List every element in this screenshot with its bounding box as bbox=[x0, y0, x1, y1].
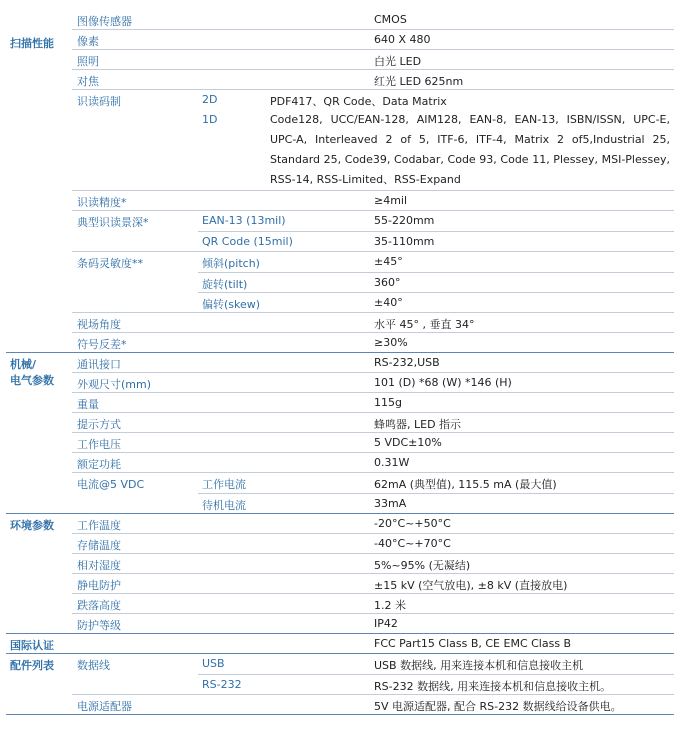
sub-current-1: 工作电流 bbox=[202, 478, 246, 491]
attr-pixel: 像素 bbox=[77, 35, 99, 48]
subrow-depth-2 bbox=[198, 231, 674, 251]
row-light bbox=[72, 50, 674, 70]
val-sensor: CMOS bbox=[374, 13, 407, 26]
val-sensitivity-3: ±40° bbox=[374, 296, 403, 309]
subrow-sensitivity-2 bbox=[198, 272, 674, 292]
attr-cable: 数据线 bbox=[77, 659, 110, 672]
group-mech bbox=[6, 353, 674, 514]
attr-sensitivity: 条码灵敏度** bbox=[77, 257, 143, 270]
row-focus bbox=[72, 70, 674, 90]
sub-depth-1: EAN-13 (13mil) bbox=[202, 214, 286, 227]
val-notify: 蜂鸣器, LED 指示 bbox=[374, 418, 462, 431]
sub-cable-2: RS-232 bbox=[202, 678, 242, 691]
val-2d: PDF417、QR Code、Data Matrix bbox=[270, 95, 447, 108]
attr-interface: 通讯接口 bbox=[77, 358, 121, 371]
val-ip: IP42 bbox=[374, 617, 398, 630]
attr-sttemp: 存储温度 bbox=[77, 539, 121, 552]
val-focus: 红光 LED 625nm bbox=[374, 75, 464, 88]
row-symb bbox=[72, 90, 674, 191]
sub-1d: 1D bbox=[202, 113, 218, 126]
row-current bbox=[72, 473, 674, 514]
group-scan bbox=[6, 10, 674, 353]
val-adapter: 5V 电源适配器, 配合 RS-232 数据线给设备供电。 bbox=[374, 700, 622, 713]
val-depth-2: 35-110mm bbox=[374, 235, 435, 248]
group-env bbox=[6, 514, 674, 634]
attr-focus: 对焦 bbox=[77, 75, 99, 88]
row-depth bbox=[72, 211, 674, 252]
val-contrast: ≥30% bbox=[374, 336, 408, 349]
row-fov bbox=[72, 313, 674, 333]
row-sttemp bbox=[72, 534, 674, 554]
attr-dims: 外观尺寸(mm) bbox=[77, 378, 152, 391]
val-pixel: 640 X 480 bbox=[374, 33, 431, 46]
attr-sensor: 图像传感器 bbox=[77, 15, 132, 28]
sub-depth-2: QR Code (15mil) bbox=[202, 235, 293, 248]
subrow-current-1 bbox=[198, 473, 674, 493]
sub-sensitivity-1: 倾斜(pitch) bbox=[202, 257, 260, 270]
row-humidity bbox=[72, 554, 674, 574]
attr-light: 照明 bbox=[77, 55, 99, 68]
subrow-depth-1 bbox=[198, 211, 674, 231]
val-esd: ±15 kV (空气放电), ±8 kV (直接放电) bbox=[374, 579, 568, 592]
attr-contrast: 符号反差* bbox=[77, 338, 127, 351]
val-sensitivity-2: 360° bbox=[374, 276, 401, 289]
group-cert bbox=[6, 634, 674, 654]
row-cert bbox=[72, 634, 674, 654]
subrow-cable-1 bbox=[198, 654, 674, 674]
attr-weight: 重量 bbox=[77, 398, 99, 411]
group-acc bbox=[6, 654, 674, 715]
attr-symb: 识读码制 bbox=[77, 95, 121, 108]
val-interface: RS-232,USB bbox=[374, 356, 440, 369]
row-pixel bbox=[72, 30, 674, 50]
subrow-2d bbox=[198, 90, 674, 110]
subrow-current-2 bbox=[198, 493, 674, 513]
val-voltage: 5 VDC±10% bbox=[374, 436, 442, 449]
attr-optemp: 工作温度 bbox=[77, 519, 121, 532]
subrow-1d bbox=[198, 110, 674, 190]
attr-depth: 典型识读景深* bbox=[77, 216, 149, 229]
row-drop bbox=[72, 594, 674, 614]
attr-drop: 跌落高度 bbox=[77, 599, 121, 612]
val-optemp: -20°C~+50°C bbox=[374, 517, 451, 530]
subrow-sensitivity-3 bbox=[198, 292, 674, 312]
attr-current: 电流@5 VDC bbox=[77, 478, 145, 491]
row-interface bbox=[72, 353, 674, 373]
sub-sensitivity-2: 旋转(tilt) bbox=[202, 278, 248, 291]
val-1d: Code128, UCC/EAN-128, AIM128, EAN-8, EAN-13, ISBN/ISSN, UPC-E, UPC-A, Interleaved 2 of 5, ITF-6, ITF-4, Matrix 2 of5,Industrial 25, Standard 25, Code39, Codabar, Code 93, Code 11, Plessey, MSI-Plessey, RSS-14, RSS-Limited、RSS-Expand bbox=[270, 113, 670, 186]
row-voltage bbox=[72, 433, 674, 453]
sub-2d: 2D bbox=[202, 93, 218, 106]
subrow-cable-2 bbox=[198, 674, 674, 694]
val-light: 白光 LED bbox=[374, 55, 422, 68]
val-fov: 水平 45° , 垂直 34° bbox=[374, 318, 475, 331]
val-weight: 115g bbox=[374, 396, 402, 409]
row-notify bbox=[72, 413, 674, 433]
row-sensor bbox=[72, 10, 674, 30]
attr-precision: 识读精度* bbox=[77, 196, 127, 209]
group-label-cert: 国际认证 bbox=[6, 634, 72, 654]
sub-cable-1: USB bbox=[202, 657, 225, 670]
val-current-1: 62mA (典型值), 115.5 mA (最大值) bbox=[374, 478, 557, 491]
val-current-2: 33mA bbox=[374, 497, 407, 510]
val-cable-2: RS-232 数据线, 用来连接本机和信息接收主机。 bbox=[374, 680, 612, 693]
attr-adapter: 电源适配器 bbox=[77, 700, 132, 713]
val-precision: ≥4mil bbox=[374, 194, 408, 207]
group-label-acc: 配件列表 bbox=[6, 654, 72, 715]
row-ip bbox=[72, 614, 674, 634]
val-power: 0.31W bbox=[374, 456, 410, 469]
group-label-env: 环境参数 bbox=[6, 514, 72, 634]
row-precision bbox=[72, 191, 674, 211]
sub-current-2: 待机电流 bbox=[202, 499, 246, 512]
attr-voltage: 工作电压 bbox=[77, 438, 121, 451]
val-dims: 101 (D) *68 (W) *146 (H) bbox=[374, 376, 512, 389]
group-label-scan: 扫描性能 bbox=[6, 10, 72, 353]
row-weight bbox=[72, 393, 674, 413]
val-cable-1: USB 数据线, 用来连接本机和信息接收主机 bbox=[374, 659, 584, 672]
row-contrast bbox=[72, 333, 674, 353]
attr-fov: 视场角度 bbox=[77, 318, 121, 331]
row-dims bbox=[72, 373, 674, 393]
attr-notify: 提示方式 bbox=[77, 418, 121, 431]
val-cert: FCC Part15 Class B, CE EMC Class B bbox=[374, 637, 572, 650]
val-drop: 1.2 米 bbox=[374, 599, 406, 612]
row-power bbox=[72, 453, 674, 473]
row-sensitivity bbox=[72, 252, 674, 313]
attr-ip: 防护等级 bbox=[77, 619, 121, 632]
sub-sensitivity-3: 偏转(skew) bbox=[202, 298, 261, 311]
group-label-mech: 机械/ 电气参数 bbox=[6, 353, 72, 514]
row-adapter bbox=[72, 695, 674, 715]
val-sttemp: -40°C~+70°C bbox=[374, 537, 451, 550]
attr-power: 额定功耗 bbox=[77, 458, 121, 471]
row-cable bbox=[72, 654, 674, 695]
row-esd bbox=[72, 574, 674, 594]
val-depth-1: 55-220mm bbox=[374, 214, 435, 227]
attr-humidity: 相对湿度 bbox=[77, 559, 121, 572]
row-optemp bbox=[72, 514, 674, 534]
spec-sheet bbox=[6, 10, 674, 715]
val-humidity: 5%~95% (无凝结) bbox=[374, 559, 471, 572]
attr-esd: 静电防护 bbox=[77, 579, 121, 592]
subrow-sensitivity-1 bbox=[198, 252, 674, 272]
val-sensitivity-1: ±45° bbox=[374, 255, 403, 268]
